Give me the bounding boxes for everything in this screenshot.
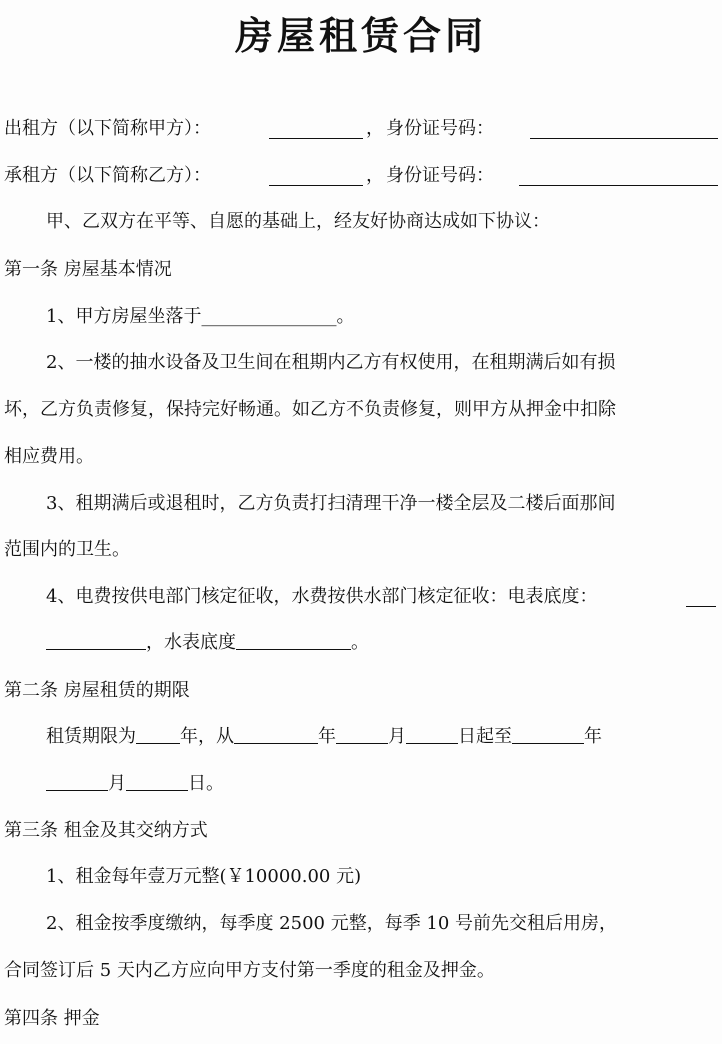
electric-reading-blank[interactable]: [46, 631, 146, 650]
lessor-id-blank[interactable]: [530, 120, 718, 139]
article-1-clause-2-line-1: 2、一楼的抽水设备及卫生间在租期内乙方有权使用，在租期满后如有损: [46, 352, 616, 373]
end-day-label: 日。: [188, 773, 224, 794]
article-1-clause-2-line-2: 坏，乙方负责修复，保持完好畅通。如乙方不负责修复，则甲方从押金中扣除: [4, 399, 616, 420]
lease-period-line-1: [46, 722, 718, 752]
article-1-clause-3-line-1: 3、租期满后或退租时，乙方负责打扫清理干净一楼全层及二楼后面那间: [46, 493, 616, 514]
lessee-comma: ，: [366, 165, 384, 186]
clause-4-end: 。: [351, 632, 369, 653]
article-3-clause-2-line-2: 合同签订后 5 天内乙方应向甲方支付第一季度的租金及押金。: [4, 960, 495, 981]
end-month-blank[interactable]: [46, 772, 108, 791]
month-label: 月: [388, 726, 406, 747]
water-meter-blank[interactable]: [236, 631, 351, 650]
electric-meter-blank[interactable]: [686, 588, 716, 607]
lease-years-blank[interactable]: [136, 725, 180, 744]
end-day-blank[interactable]: [126, 772, 188, 791]
lessee-id-blank[interactable]: [519, 167, 718, 186]
lessor-line: [4, 114, 718, 144]
clause-1-text: 1、甲方房屋坐落于: [46, 306, 202, 327]
article-3-clause-1: 1、租金每年壹万元整(￥10000.00 元): [46, 866, 362, 887]
end-year-label: 年: [584, 726, 602, 747]
article-1-clause-4-line-2: [46, 628, 718, 658]
end-month-label: 月: [108, 773, 126, 794]
clause-4-text: 4、电费按供电部门核定征收，水费按供水部门核定征收：电表底度：: [46, 586, 598, 607]
article-2-title: 第二条 房屋租赁的期限: [4, 680, 190, 701]
end-year-blank[interactable]: [512, 725, 584, 744]
article-1-clause-4-line-1: [46, 582, 722, 612]
lessee-label: 承租方（以下简称乙方）：: [4, 165, 211, 186]
lessor-label: 出租方（以下简称甲方）：: [4, 118, 211, 139]
article-1-title: 第一条 房屋基本情况: [4, 259, 172, 280]
article-1-clause-1: [46, 302, 718, 332]
lessee-name-blank[interactable]: [269, 167, 363, 186]
lessee-line: [4, 161, 718, 191]
article-3-clause-2-line-1: 2、租金按季度缴纳，每季度 2500 元整，每季 10 号前先交租后用房，: [46, 913, 618, 934]
lessee-id-label: 身份证号码：: [386, 165, 494, 186]
start-year-blank[interactable]: [234, 725, 318, 744]
start-day-blank[interactable]: [406, 725, 458, 744]
lessor-id-label: 身份证号码：: [386, 118, 494, 139]
lease-period-line-2: [46, 769, 718, 799]
water-meter-label: ，水表底度: [146, 632, 236, 653]
clause-1-end: 。: [336, 306, 355, 327]
from-label: 年，从: [180, 726, 234, 747]
lease-term-label: 租赁期限为: [46, 726, 136, 747]
article-4-title: 第四条 押金: [4, 1008, 100, 1029]
day-until-label: 日起至: [458, 726, 512, 747]
start-month-blank[interactable]: [336, 725, 388, 744]
intro-paragraph: 甲、乙双方在平等、自愿的基础上，经友好协商达成如下协议：: [46, 211, 550, 232]
location-blank[interactable]: _______________: [201, 306, 337, 327]
year-label: 年: [318, 726, 336, 747]
document-title: 房屋租赁合同: [234, 13, 487, 58]
article-1-clause-3-line-2: 范围内的卫生。: [4, 539, 130, 560]
lessor-name-blank[interactable]: [269, 120, 363, 139]
article-1-clause-2-line-3: 相应费用。: [4, 446, 94, 467]
article-3-title: 第三条 租金及其交纳方式: [4, 820, 208, 841]
lessor-comma: ，: [366, 118, 384, 139]
